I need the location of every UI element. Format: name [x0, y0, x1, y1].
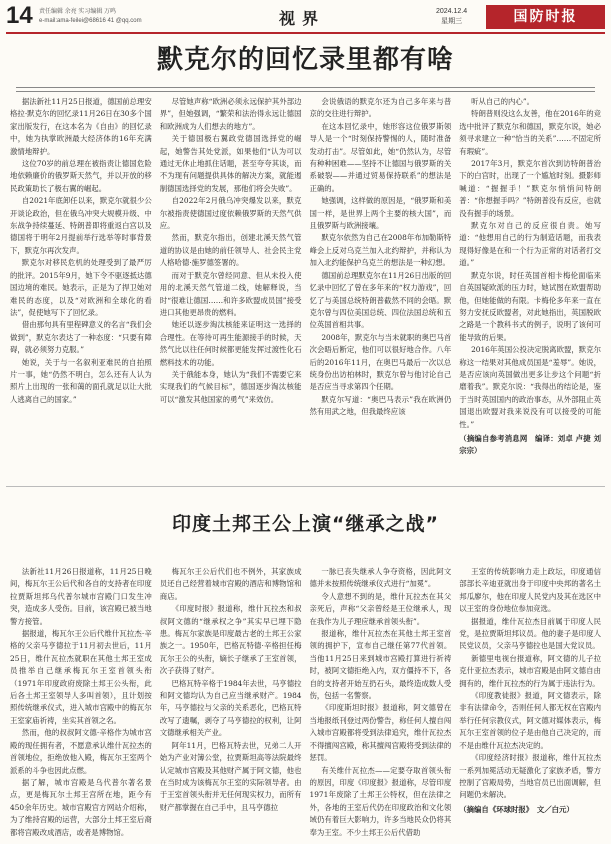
page-number: 14 [6, 2, 33, 29]
article2-column-2 [160, 566, 302, 838]
article1-headline: 默克尔的回忆录里都有啥 [156, 45, 454, 75]
date-block [436, 7, 467, 27]
section-label: 视界 [279, 9, 326, 28]
paragraph: 令人意想不到的是，维什瓦拉杰在其父亲死后，声称“父亲曾经是王位继承人，现在我作为儿子理应继承首领头衔”。 [309, 591, 452, 626]
article2-credit: （摘编自《环球时报》 文／白元） [459, 804, 574, 814]
paragraph: 梅瓦尔王公后代们也不例外，其家族成员还自己经营着城市宫殿的酒店和博物馆和商店。 [159, 567, 302, 601]
masthead [6, 4, 605, 32]
paragraph: 据法新社11月25日报道，德国前总理安格拉·默克尔的回忆录11月26日在30多个国家出版发行，在这本名为《自由》的回忆录中，她为执掌欧洲最大经济体的16年充满激情地辩护。 [10, 97, 152, 156]
paragraph: 借由那句具有里程碑意义的名言“我们会做到”，默克尔表达了一种态度：“只要有障碍，就必须努力克服。” [10, 320, 152, 355]
paragraph: 听从自己的内心”。 [471, 97, 534, 106]
paragraph: 阿年11月，巴格瓦特去世，兄弟二人开始为产业对簿公堂，拉贾斯坦高等法院最终认定城市宫殿及其他财产属于阿文德，他也在当时成为该梅瓦尔王室的实际领导者。由于王室首领头衔并无任何现实权力，而所有财产都掌握在自己手中，且马亨德拉 [159, 740, 302, 812]
paragraph: 王室的传统影响力走上政坛，印度通信部部长辛迪亚就出身于印度中央邦的著名土邦瓜廖尔，他在印度人民党内及其在选区中以王室的身份地位参加竞选。 [459, 567, 601, 614]
paragraph: 新德里电视台报道称，阿文德的儿子拉克什亚拉杰表示，城市宫殿是由阿文德自由拥有的，维什瓦拉杰的行为属于违法行为。 [459, 653, 601, 688]
paragraph: 然而，他的叔叔阿文德·辛格作为城市宫殿的现任拥有者，不愿意承认维什瓦拉杰的首领地位，拒绝放他入殿，梅瓦尔王室两个派系的斗争也因此点燃。 [10, 728, 152, 775]
article2-headline: 印度土邦王公上演“继承之战” [172, 513, 439, 535]
editor-line: 责任编辑 余亮 实习编辑 万鸣 [39, 9, 117, 15]
article1-body [6, 96, 605, 476]
paragraph: 默克尔依然为自己在2008年布加勒斯特峰会上反对乌克兰加入北约辩护，并称认为加入北约能保护乌克兰的想法是一种幻想。 [309, 233, 452, 268]
paragraph: 而对于默克尔曾经同意、但从未投入使用的北溪天然气管道二线，她解释说，当时“很难让德国……和许多欧盟成员国”接受进口其他更昂贵的燃料。 [159, 270, 302, 317]
paragraph: 自2021年底卸任以来，默克尔就很少公开谈论政治，但在俄乌冲突大规模升级、中东战争持续蔓延、特朗普即将重返白宫以及德国将于明年2月提前举行选举等时事背景下，默克尔再次发声。 [10, 196, 152, 255]
article1-column-3 [310, 96, 452, 476]
article2-column-1 [10, 566, 152, 838]
paragraph: 2008年，默克尔与当未就职的奥巴马首次会晤后断定，他们可以很好地合作。八年后的2016年11月，在奥巴马最后一次以总统身份出访柏林时，默克尔曾与他讨论自己是否应当寻求第四个任期。 [309, 332, 452, 392]
paragraph: 在这本回忆录中，她形容这位俄罗斯领导人是一个“时刻保持警惕的人，随时准备发动打击”。尽管如此，她“仍然认为，尽管有种种困难——坚持不让德国与俄罗斯的关系破裂——并通过贸易保持联系”的想法是正确的。 [309, 121, 452, 193]
paragraph: 她说，关于与一名叙利亚难民的自拍照片一事，她“仍然不明白，怎么还有人认为照片上出现的一张和蔼的面孔就足以让大批人逃离自己的国家。” [10, 357, 152, 404]
paragraph: 默克尔说，时任英国首相卡梅伦面临来自英国疑欧派的压力时，她试图在欧盟帮助他，但她能做的有限。卡梅伦多年来一直在努力安抚反欧盟者，对此她指出，英国脱欧之路是一个教科书式的例子，说明了该何可能导致的后果。 [459, 270, 601, 342]
paragraph: 自2022年2月俄乌冲突爆发以来，默克尔被指责使德国过度依赖俄罗斯的天然气供应。 [159, 196, 302, 231]
article1-column-1 [10, 96, 152, 476]
paragraph: 默克尔对移民危机的处理受到了最严厉的批评。2015年9月，她下令不驱逐抵达德国边境的难民。她表示，正是为了捍卫她对难民的态度，以及“对欧洲和全球化的看法”，促使她写下了回忆录。 [10, 258, 152, 317]
paragraph: 《印度时报》报道称，维什瓦拉杰和叔叔阿文德的“继承权之争”其实早已埋下隐患。梅瓦尔家族是印度最古老的土邦王公家族之一。1950年，巴格瓦特德·辛格担任梅瓦尔王公的头衔，嫡长子继承了王室首领，次子获得了财产。 [159, 604, 302, 676]
paragraph: 尽管她声称“欧洲必须永远保护其外部边界”，但她强调，“繁荣和法治得永远让德国和欧洲成为人们想去的地方”。 [159, 97, 302, 131]
paragraph: 据报道，梅瓦尔王公后代维什瓦拉杰·辛格的父亲马亨德拉于11月初去世后，11月25日，维什瓦拉杰就职在其他土邦王室成员推举自己继承梅瓦尔王室首领头衔（1971年印度政府废除土邦王公头衔，此后各土邦王室领导人多叫首领），且计划按照传统继承仪式，进入城市宫殿中的梅瓦尔王室家庙祈祷，坐实其首领之名。 [10, 629, 152, 725]
paragraph: 关于俄能本身，她认为“我们不需要它来实现我们的气候目标”，德国逐步淘汰核能可以“激发其他国家的勇气”来效仿。 [159, 369, 302, 404]
paragraph: 一脉已丧失继承人争夺资格，因此阿文德并未按照传统继承仪式进行“加冕”。 [309, 567, 452, 589]
paragraph: 然而，默克尔指出，创建北溪天然气管道的协议是由她的前任领导人、社会民主党人格哈德·施罗德签署的。 [159, 233, 302, 268]
paragraph: 报道称，维什瓦拉杰在其他土邦王室首领的拥护下，宣布自己继任第77代首领。当他11月25日来到城市宫殿打算进行祈祷时，被阿文德拒绝入内，双方僵持不下，各自的支持者开始互扔石头，最终造成数人受伤，包括一名警察。 [309, 629, 452, 701]
paragraph: 《印度经济时报》报道称，维什瓦拉杰一系列加冕活动无疑激化了家族矛盾，警方控制了宫殿局势，当地官员已出面调解，但问题仍未解决。 [459, 753, 601, 800]
article1-credit: （摘编自参考消息网 编译：刘卓 卢捷 刘宗宗） [459, 433, 601, 456]
paragraph: 关于德国极右翼政党德国选择党的崛起，她警告其处党派，如果他们“认为可以通过无休止地抓住话题，甚至夸夸其谈，而不为现有问题提供具体的解决方案，就能遏制德国选择党的发展，那他们将会失败”。 [159, 134, 302, 193]
paragraph: 《印度斯坦时报》报道称，阿文德曾在当地报纸刊登过两份警告，称任何人擅自闯入城市宫殿都将受到法律追究，维什瓦拉杰不得擅闯宫殿，称其擅闯宫殿将受到法律的惩罚。 [309, 703, 452, 763]
paragraph: 《印度教徒报》报道，阿文德表示，除非有法律命令，否则任何人都无权在宫殿内举行任何宗教仪式，阿文德对媒体表示，梅瓦尔王室首领的位子是由他自己决定的，而不是由维什瓦拉杰决定的。 [459, 691, 601, 750]
paragraph: 她还以逐步淘汰核能来证明这一选择的合理性。在等待可再生能源接手的时候，天然气比以往任何时候都更能发挥过渡性化石燃料技术的功能。 [159, 320, 302, 367]
article1-column-4 [459, 96, 601, 476]
paragraph: 默克尔对自己的反应很自责。她写道：“他想用自己的行为制造话题，而我表现得好像是在和一个行为正常的对话者打交道。” [459, 221, 601, 268]
paragraph: 特朗普则没这么友善，他在2016年的竞选中批评了默克尔和德国，默克尔说，她必须寻求建立一种“恰当的关系”……不固定所有瑕疵”。 [459, 109, 601, 156]
paragraph: 据报道，维什瓦拉杰目前属于印度人民党，是拉贾斯坦邦议员。他的妻子是印度人民党议员，父亲马亨德拉也是国大党议员。 [459, 616, 601, 651]
email-line: e-mail:ama-feilei@68616 41 @qq.com [39, 18, 142, 24]
paragraph: 默克尔写道：“奥巴马表示”我在欧洲仍然有用武之地，但我最终应该 [309, 394, 452, 417]
paragraph: 德国前总理默克尔在11月26日出版的回忆录中回忆了曾在多年来的“权力游戏”，回忆了与美国总统特朗普截然不同的会晤。默克尔曾与四位美国总统、四位法国总统和五位英国首相共事。 [309, 270, 452, 330]
paragraph: 有关维什瓦拉杰——定要夺取首领头衔的原因，印度《印度报》报道称，尽管印度1971年废除了土邦王公特权，但在法律之外，各地的王室后代仍在印度政治和文化领域仍有着巨大影响力，许多当地民众仍将其奉为王室。不少土邦王公后代借助 [309, 765, 452, 837]
article-divider [6, 486, 605, 487]
article1-column-2 [160, 96, 302, 476]
paragraph: 2016年英国公投决定脱离欧盟，默克尔称这一结果对其他成员国是“羞辱”。她说，是否应该向英国做出更多让步这个问题“折磨着我”。默克尔说：“我得出的结论是，鉴于当时英国国内的政治事态，从外部阻止英国退出欧盟对我来说没有可以接受的可能性。” [459, 345, 601, 429]
paragraph: 她强调，这样做的原因是，“俄罗斯和美国一样，是世界上两个主要的核大国”，而且俄罗斯与欧洲接壤。 [309, 196, 452, 231]
paragraph: 会说俄语的默克尔还为自己多年来与普京的交往进行辩护。 [309, 97, 452, 119]
paragraph: 巴格瓦特辛格于1984年去世，马亨德拉和阿文德均认为自己应当继承财产。1984年，马亨德拉与父亲的关系恶化，巴格瓦特改写了遗嘱，剥夺了马亨德拉的权利，让阿文德继承相关产业。 [159, 678, 302, 738]
editor-info [39, 8, 142, 26]
article2-body [6, 566, 605, 838]
paper-logo: 国防时报 [486, 5, 605, 29]
paragraph: 法新社11月26日报道称，11月25日晚间，梅瓦尔王公后代和各自的支持者在印度拉贾斯坦邦乌代普尔城市宫殿门口发生冲突，造成多人受伤。目前，该宫殿已被当地警方接管。 [10, 567, 152, 626]
article2-column-4 [459, 566, 601, 838]
paragraph: 2017年3月，默克尔首次到访特朗普治下的白宫时，出现了一个尴尬时刻。摄影师喊道：“握握手！”默克尔悄悄问特朗普：“你想握手吗？”特朗普没有反应，也就没有握手的场景。 [459, 159, 601, 218]
headline-rule [16, 87, 595, 92]
article2-column-3 [310, 566, 452, 838]
issue-weekday: 星期三 [441, 18, 463, 25]
masthead-rule [6, 32, 605, 34]
paragraph: 据了解，城市宫殿是乌代普尔著名景点，更是梅瓦尔土邦王宫所在地，距今有450余年历史。城市宫殿官方网站介绍称，为了维持宫殿的运营，大部分土邦王室后裔都将宫殿改成酒店，或者是博物馆。 [10, 777, 152, 837]
issue-date: 2024.12.4 [436, 8, 468, 15]
paragraph: 这位70岁的前总理在被指责让德国危险地依赖廉价的俄罗斯天然气，并以开放的移民政策助长了极右翼的崛起。 [10, 159, 152, 193]
